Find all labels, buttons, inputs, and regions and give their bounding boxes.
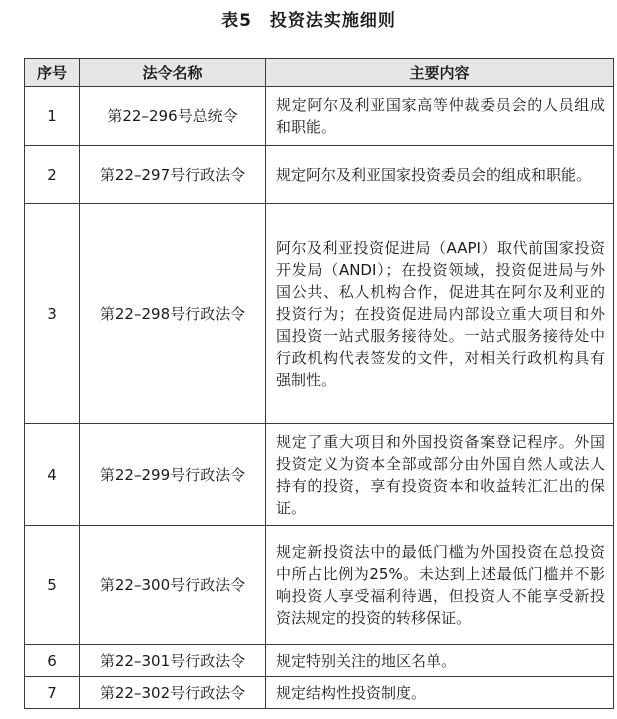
table-row bbox=[25, 87, 614, 146]
decree-name: 第22–302号行政法令 bbox=[80, 677, 266, 709]
regulations-table bbox=[24, 58, 614, 709]
decree-content: 阿尔及利亚投资促进局（AAPI）取代前国家投资开发局（ANDI）；在投资领域，投资促进局与外国公共、私人机构合作，促进其在阿尔及利亚的投资行为；在投资促进局内部设立重大项目和外国投资一站式服务接待处。一站式服务接待处中行政机构代表签发的文件，对相关行政机构具有强制性。 bbox=[266, 204, 614, 424]
decree-name: 第22–299号行政法令 bbox=[80, 424, 266, 526]
table-row bbox=[25, 204, 614, 424]
table-row bbox=[25, 146, 614, 204]
decree-content: 规定阿尔及利亚国家投资委员会的组成和职能。 bbox=[266, 146, 614, 204]
table-title: 表5 投资法实施细则 bbox=[221, 11, 396, 31]
decree-content: 规定了重大项目和外国投资备案登记程序。外国投资定义为资本全部或部分由外国自然人或法人持有的投资，享有投资资本和收益转汇汇出的保证。 bbox=[266, 424, 614, 526]
table-row bbox=[25, 424, 614, 526]
row-number: 7 bbox=[25, 677, 80, 709]
header-number: 序号 bbox=[25, 59, 80, 87]
table-row bbox=[25, 526, 614, 645]
decree-content: 规定新投资法中的最低门槛为外国投资在总投资中所占比例为25%。未达到上述最低门槛并不影响投资人享受福利待遇，但投资人不能享受新投资法规定的投资的转移保证。 bbox=[266, 526, 614, 645]
decree-name: 第22–296号总统令 bbox=[80, 87, 266, 146]
row-number: 1 bbox=[25, 87, 80, 146]
header-row bbox=[25, 59, 614, 87]
decree-name: 第22–297号行政法令 bbox=[80, 146, 266, 204]
header-decree-name: 法令名称 bbox=[80, 59, 266, 87]
table-row bbox=[25, 677, 614, 709]
decree-content: 规定阿尔及利亚国家高等仲裁委员会的人员组成和职能。 bbox=[266, 87, 614, 146]
decree-name: 第22–301号行政法令 bbox=[80, 645, 266, 677]
row-number: 3 bbox=[25, 204, 80, 424]
header-main-content: 主要内容 bbox=[266, 59, 614, 87]
table-row bbox=[25, 645, 614, 677]
row-number: 2 bbox=[25, 146, 80, 204]
decree-content: 规定结构性投资制度。 bbox=[266, 677, 614, 709]
decree-content: 规定特别关注的地区名单。 bbox=[266, 645, 614, 677]
decree-name: 第22–300号行政法令 bbox=[80, 526, 266, 645]
row-number: 6 bbox=[25, 645, 80, 677]
row-number: 5 bbox=[25, 526, 80, 645]
row-number: 4 bbox=[25, 424, 80, 526]
decree-name: 第22–298号行政法令 bbox=[80, 204, 266, 424]
